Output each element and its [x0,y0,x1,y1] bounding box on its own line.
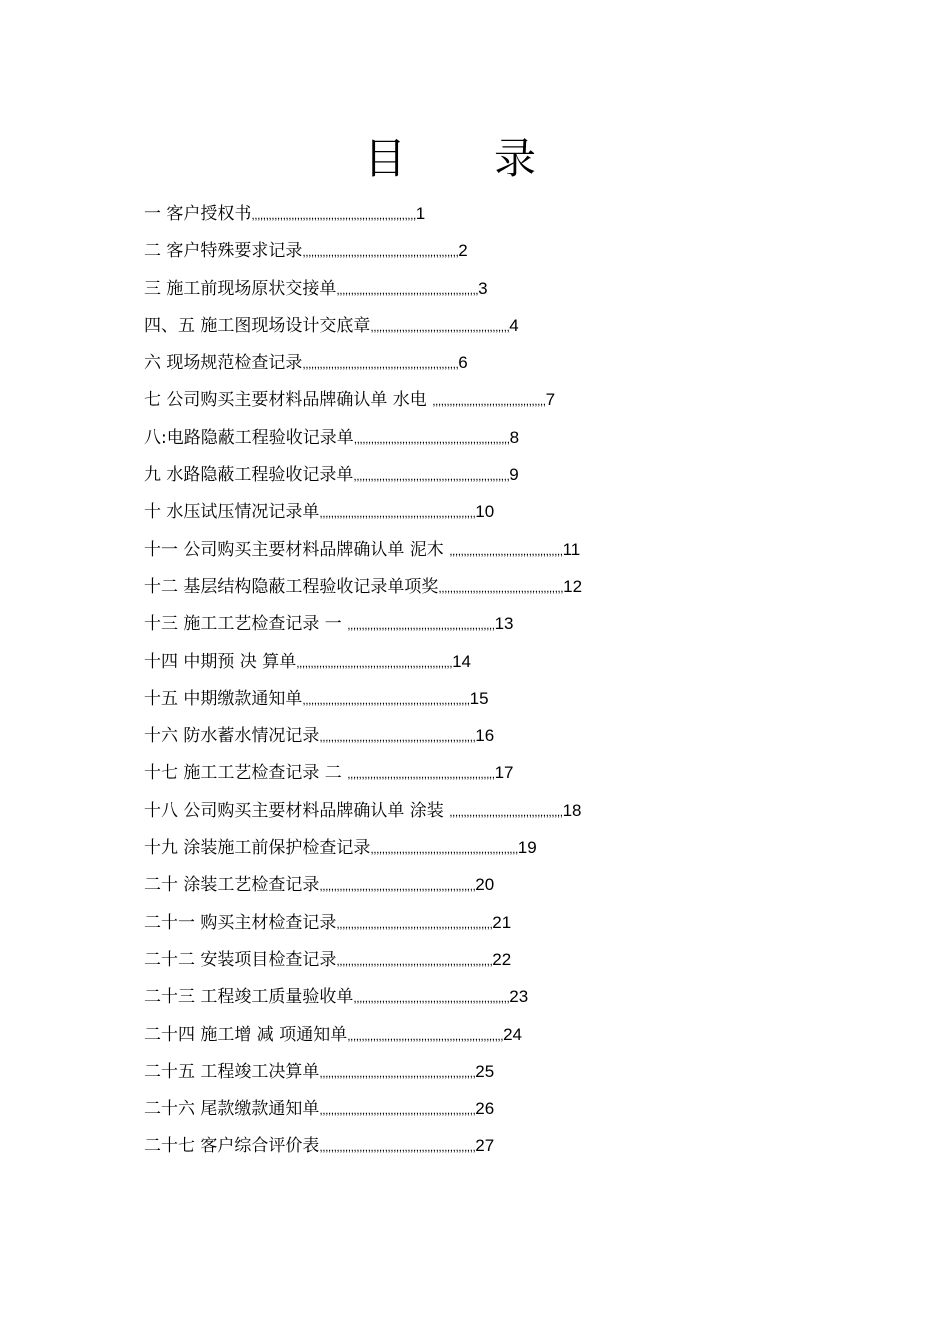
toc-entry[interactable] [144,385,844,422]
toc-entry-leader: ,,,,,,,,,,,,,,,,,,,,,,,,,,,,,,,,,,,,,,,,,,,,,,,,,,,,,,, [319,1103,476,1118]
toc-entry-page-number: 2 [458,241,468,261]
toc-entry[interactable] [144,796,844,833]
toc-entry[interactable] [144,236,844,273]
toc-entry-label: 七 公司购买主要材料品牌确认单 水电 [144,390,433,411]
toc-entry-label: 二十二 安装项目检查记录 [144,949,337,970]
toc-entry-leader: ,,,,,,,,,,,,,,,,,,,,,,,,,,,,,,,,,,,,,,,, [449,804,563,819]
toc-entry[interactable] [144,945,844,982]
toc-entry[interactable] [144,1057,844,1094]
toc-entry-leader: ,,,,,,,,,,,,,,,,,,,,,,,,,,,,,,,,,,,,,,,,,,,,,,,,,,,,,,, [319,1140,476,1155]
toc-entry-label: 十九 涂装施工前保护检查记录 [144,838,371,859]
table-of-contents [144,199,844,1169]
toc-entry-label: 四、五 施工图现场设计交底章 [144,315,371,336]
toc-entry[interactable] [144,460,844,497]
toc-entry-label: 十一 公司购买主要材料品牌确认单 泥木 [144,539,450,560]
toc-entry[interactable] [144,423,844,460]
toc-entry[interactable] [144,535,844,572]
toc-entry-page-number: 24 [503,1024,523,1044]
toc-entry-label: 六 现场规范检查记录 [144,353,303,374]
toc-entry-page-number: 6 [458,353,468,373]
toc-entry-label: 八:电路隐蔽工程验收记录单 [144,427,354,448]
toc-entry-leader: ,,,,,,,,,,,,,,,,,,,,,,,,,,,,,,,,,,,,,,,, [432,394,546,409]
toc-entry[interactable] [144,908,844,945]
toc-entry-label: 二十六 尾款缴款通知单 [144,1099,320,1120]
toc-entry-page-number: 20 [475,875,495,895]
toc-entry-page-number: 1 [415,204,426,223]
toc-entry-leader: ,,,,,,,,,,,,,,,,,,,,,,,,,,,,,,,,,,,,,,,,,,,,,,,,,,,,,,, [353,431,510,446]
toc-entry-leader: ,,,,,,,,,,,,,,,,,,,,,,,,,,,,,,,,,,,,,,,,,,,,,,,,,, [336,282,479,297]
toc-entry-page-number: 17 [494,763,514,783]
toc-entry[interactable] [144,1020,844,1057]
toc-entry[interactable] [144,348,844,385]
toc-entry-label: 十二 基层结构隐蔽工程验收记录单项奖 [144,576,439,597]
toc-entry[interactable] [144,982,844,1019]
toc-entry-leader: ,,,,,,,,,,,,,,,,,,,,,,,,,,,,,,,,,,,,,,,,,,,,,,,,,,,,,,, [302,357,459,372]
toc-entry-page-number: 18 [562,800,582,820]
toc-entry-leader: ,,,,,,,,,,,,,,,,,,,,,,,,,,,,,,,,,,,,,,,,,,,,,,,,,,,,,,, [319,730,476,745]
toc-entry-leader: ,,,,,,,,,,,,,,,,,,,,,,,,,,,,,,,,,,,,,,,,,,,,,,,,,,,,,,, [302,245,459,260]
toc-entry[interactable] [144,609,844,646]
toc-entry-page-number: 16 [475,726,495,746]
toc-entry[interactable] [144,497,844,534]
title-char-2: 录 [494,134,537,183]
toc-entry-leader: ,,,,,,,,,,,,,,,,,,,,,,,,,,,,,,,,,,,,,,,,,,,,,,,,,,,,,,, [336,953,493,968]
toc-entry[interactable] [144,274,844,311]
toc-entry-page-number: 22 [492,949,512,969]
title-char-1: 目 [363,134,406,183]
toc-entry[interactable] [144,199,844,236]
toc-entry-page-number: 11 [562,539,581,559]
toc-entry-label: 十三 施工工艺检查记录 一 [144,614,348,635]
toc-entry-label: 一 客户授权书 [144,204,252,224]
toc-entry[interactable] [144,721,844,758]
toc-entry-label: 十七 施工工艺检查记录 二 [144,763,348,784]
toc-entry-page-number: 13 [494,614,514,634]
toc-entry-page-number: 12 [563,576,583,596]
toc-entry[interactable] [144,1094,844,1131]
toc-entry-leader: ,,,,,,,,,,,,,,,,,,,,,,,,,,,,,,,,,,,,,,,,,,,, [438,580,564,595]
toc-entry-leader: ,,,,,,,,,,,,,,,,,,,,,,,,,,,,,,,,,,,,,,,,,,,,,,,,,,,,,,, [296,655,453,670]
toc-entry[interactable] [144,647,844,684]
toc-entry-leader: ,,,,,,,,,,,,,,,,,,,,,,,,,,,,,,,,,,,,,,,,,,,,,,,,,,,, [347,767,495,782]
toc-entry-page-number: 26 [475,1099,495,1119]
toc-entry-label: 十 水压试压情况记录单 [144,502,320,523]
toc-entry-label: 九 水路隐蔽工程验收记录单 [144,465,354,486]
toc-entry-leader: ,,,,,,,,,,,,,,,,,,,,,,,,,,,,,,,,,,,,,,,,,,,,,,,,,,,,,,, [353,991,510,1006]
toc-entry-label: 二十 涂装工艺检查记录 [144,875,320,896]
toc-entry-label: 二 客户特殊要求记录 [144,241,303,262]
toc-entry-page-number: 19 [517,838,537,858]
toc-entry-page-number: 27 [475,1136,495,1156]
toc-entry-leader: ,,,,,,,,,,,,,,,,,,,,,,,,,,,,,,,,,,,,,,,,,,,,,,,,,,,,,,, [347,1028,504,1043]
toc-entry-leader: ,,,,,,,,,,,,,,,,,,,,,,,,,,,,,,,,,,,,,,,,,,,,,,,,,,,, [370,842,518,857]
toc-entry[interactable] [144,311,844,348]
toc-entry-label: 十四 中期预 决 算单 [144,651,297,672]
toc-entry-label: 二十一 购买主材检查记录 [144,912,337,933]
toc-entry-leader: ,,,,,,,,,,,,,,,,,,,,,,,,,,,,,,,,,,,,,,,,,,,,,,,,,,,,,,, [319,506,476,521]
toc-entry-page-number: 8 [509,427,520,447]
toc-entry-page-number: 21 [492,912,512,932]
page-title [0,131,900,187]
toc-entry-page-number: 25 [475,1061,495,1081]
toc-entry-label: 二十四 施工增 减 项通知单 [144,1024,348,1045]
toc-entry-leader: ,,,,,,,,,,,,,,,,,,,,,,,,,,,,,,,,,,,,,,,,,,,,,,,,,,,,,,,,,,, [302,692,470,707]
toc-entry-leader: ,,,,,,,,,,,,,,,,,,,,,,,,,,,,,,,,,,,,,,,,,,,,,,,,,,,,,,, [336,916,493,931]
toc-entry-page-number: 4 [509,315,519,335]
toc-entry-leader: ,,,,,,,,,,,,,,,,,,,,,,,,,,,,,,,,,,,,,,,,,,,,,,,,, [370,319,510,334]
toc-entry-page-number: 15 [469,688,489,708]
toc-entry-label: 二十三 工程竣工质量验收单 [144,987,354,1008]
toc-entry-page-number: 23 [509,987,529,1007]
toc-entry[interactable] [144,1131,844,1168]
toc-entry-label: 二十五 工程竣工决算单 [144,1061,320,1082]
toc-entry-page-number: 3 [478,278,488,298]
toc-entry[interactable] [144,684,844,721]
toc-entry-label: 二十七 客户综合评价表 [144,1136,320,1157]
toc-entry-leader: ,,,,,,,,,,,,,,,,,,,,,,,,,,,,,,,,,,,,,,,,,,,,,,,,,,,,,,, [353,469,510,484]
toc-entry[interactable] [144,833,844,870]
toc-entry[interactable] [144,572,844,609]
toc-entry-page-number: 9 [509,465,519,485]
toc-entry-page-number: 14 [452,651,472,671]
toc-entry[interactable] [144,758,844,795]
toc-entry-leader: ,,,,,,,,,,,,,,,,,,,,,,,,,,,,,,,,,,,,,,,,,,,,,,,,,,,,,,,,,, [251,208,416,222]
toc-entry[interactable] [144,870,844,907]
toc-entry-page-number: 10 [475,502,495,522]
toc-entry-label: 十八 公司购买主要材料品牌确认单 涂装 [144,800,450,821]
toc-entry-label: 三 施工前现场原状交接单 [144,278,337,299]
toc-entry-leader: ,,,,,,,,,,,,,,,,,,,,,,,,,,,,,,,,,,,,,,,,,,,,,,,,,,,, [347,618,495,633]
toc-entry-label: 十五 中期缴款通知单 [144,688,303,709]
toc-entry-page-number: 7 [545,390,556,410]
toc-entry-leader: ,,,,,,,,,,,,,,,,,,,,,,,,,,,,,,,,,,,,,,,,,,,,,,,,,,,,,,, [319,1065,476,1080]
toc-entry-leader: ,,,,,,,,,,,,,,,,,,,,,,,,,,,,,,,,,,,,,,,,,,,,,,,,,,,,,,, [319,879,476,894]
toc-entry-leader: ,,,,,,,,,,,,,,,,,,,,,,,,,,,,,,,,,,,,,,,, [449,543,563,558]
toc-entry-label: 十六 防水蓄水情况记录 [144,726,320,747]
